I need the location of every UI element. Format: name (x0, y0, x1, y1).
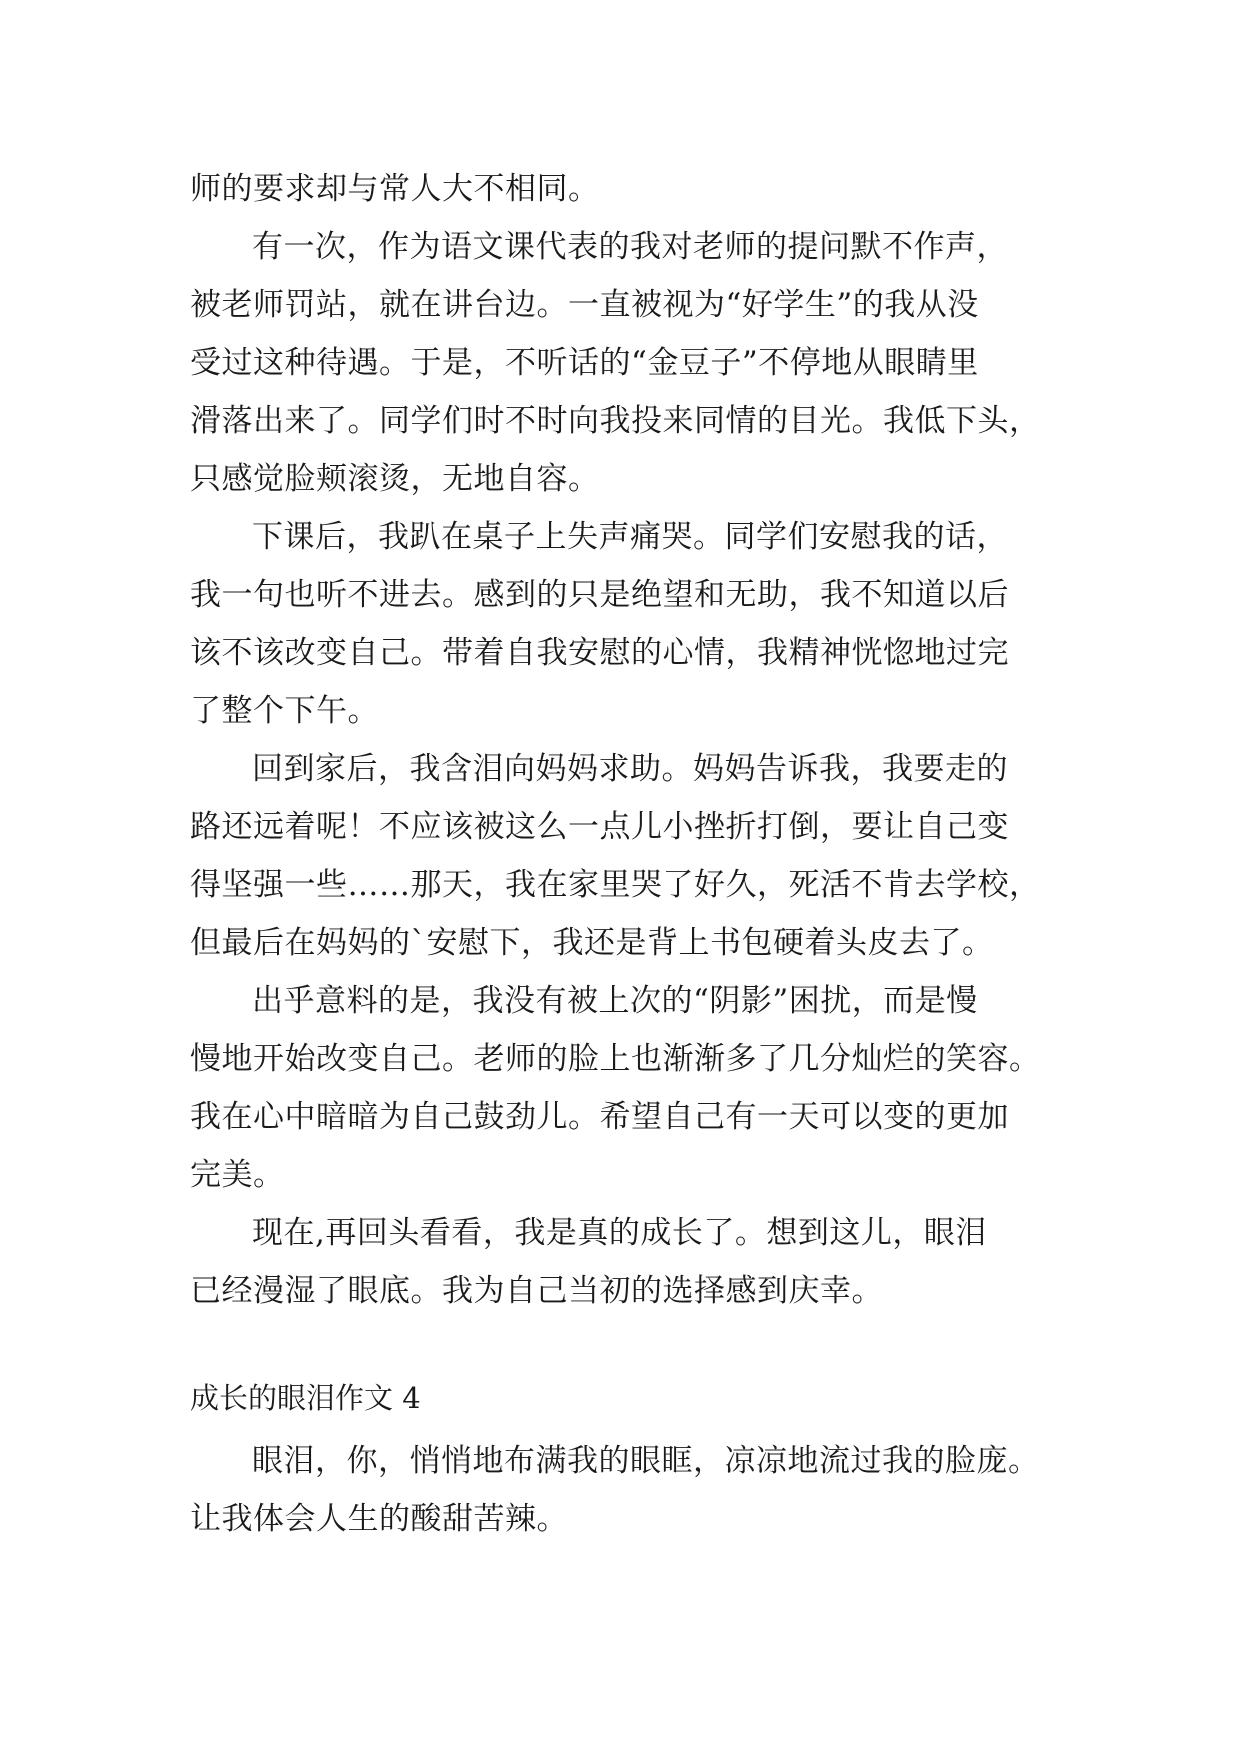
paragraph-line: 现在,再回头看看，我是真的成长了。想到这儿，眼泪 (252, 1215, 987, 1251)
paragraph-line: 完美。 (190, 1157, 285, 1193)
paragraph-line: 路还远着呢！不应该被这么一点儿小挫折打倒，要让自己变 (190, 809, 1009, 845)
paragraph-line: 眼泪，你，悄悄地布满我的眼眶，凉凉地流过我的脸庞。 (252, 1443, 1040, 1479)
paragraph-line: 出乎意料的是，我没有被上次的“阴影”困扰，而是慢 (252, 983, 978, 1019)
paragraph-line: 得坚强一些……那天，我在家里哭了好久，死活不肯去学校， (190, 867, 1041, 903)
final-paragraph (190, 1432, 1070, 1548)
paragraph-line: 下课后，我趴在桌子上失声痛哭。同学们安慰我的话， (252, 519, 1008, 555)
paragraph (190, 740, 1070, 972)
paragraph (190, 508, 1070, 740)
paragraph-line: 滑落出来了。同学们时不时向我投来同情的目光。我低下头， (190, 403, 1041, 439)
paragraph-line: 回到家后，我含泪向妈妈求助。妈妈告诉我，我要走的 (252, 751, 1008, 787)
paragraph-line: 让我体会人生的酸甜苦辣。 (190, 1501, 568, 1537)
opening-line: 师的要求却与常人大不相同。 (190, 171, 600, 207)
paragraph (190, 218, 1070, 508)
section-heading: 成长的眼泪作文 4 (190, 1381, 421, 1415)
paragraph-line: 已经漫湿了眼底。我为自己当初的选择感到庆幸。 (190, 1273, 883, 1309)
paragraph-line: 了整个下午。 (190, 693, 379, 729)
paragraph-line: 只感觉脸颊滚烫，无地自容。 (190, 461, 600, 497)
paragraph-line: 有一次，作为语文课代表的我对老师的提问默不作声， (252, 229, 1008, 265)
paragraph-line: 该不该改变自己。带着自我安慰的心情，我精神恍惚地过完 (190, 635, 1009, 671)
essay-body (190, 160, 1070, 1320)
paragraph-line: 被老师罚站，就在讲台边。一直被视为“好学生”的我从没 (190, 287, 979, 323)
paragraph-line: 但最后在妈妈的`安慰下，我还是背上书包硬着头皮去了。 (190, 925, 994, 961)
paragraph-line: 慢地开始改变自己。老师的脸上也渐渐多了几分灿烂的笑容。 (190, 1041, 1041, 1077)
paragraph (190, 1204, 1070, 1320)
paragraph-line: 受过这种待遇。于是，不听话的“金豆子”不停地从眼睛里 (190, 345, 979, 381)
paragraph (190, 972, 1070, 1204)
paragraph-line: 我在心中暗暗为自己鼓劲儿。希望自己有一天可以变的更加 (190, 1099, 1009, 1135)
paragraph-line: 我一句也听不进去。感到的只是绝望和无助，我不知道以后 (190, 577, 1009, 613)
